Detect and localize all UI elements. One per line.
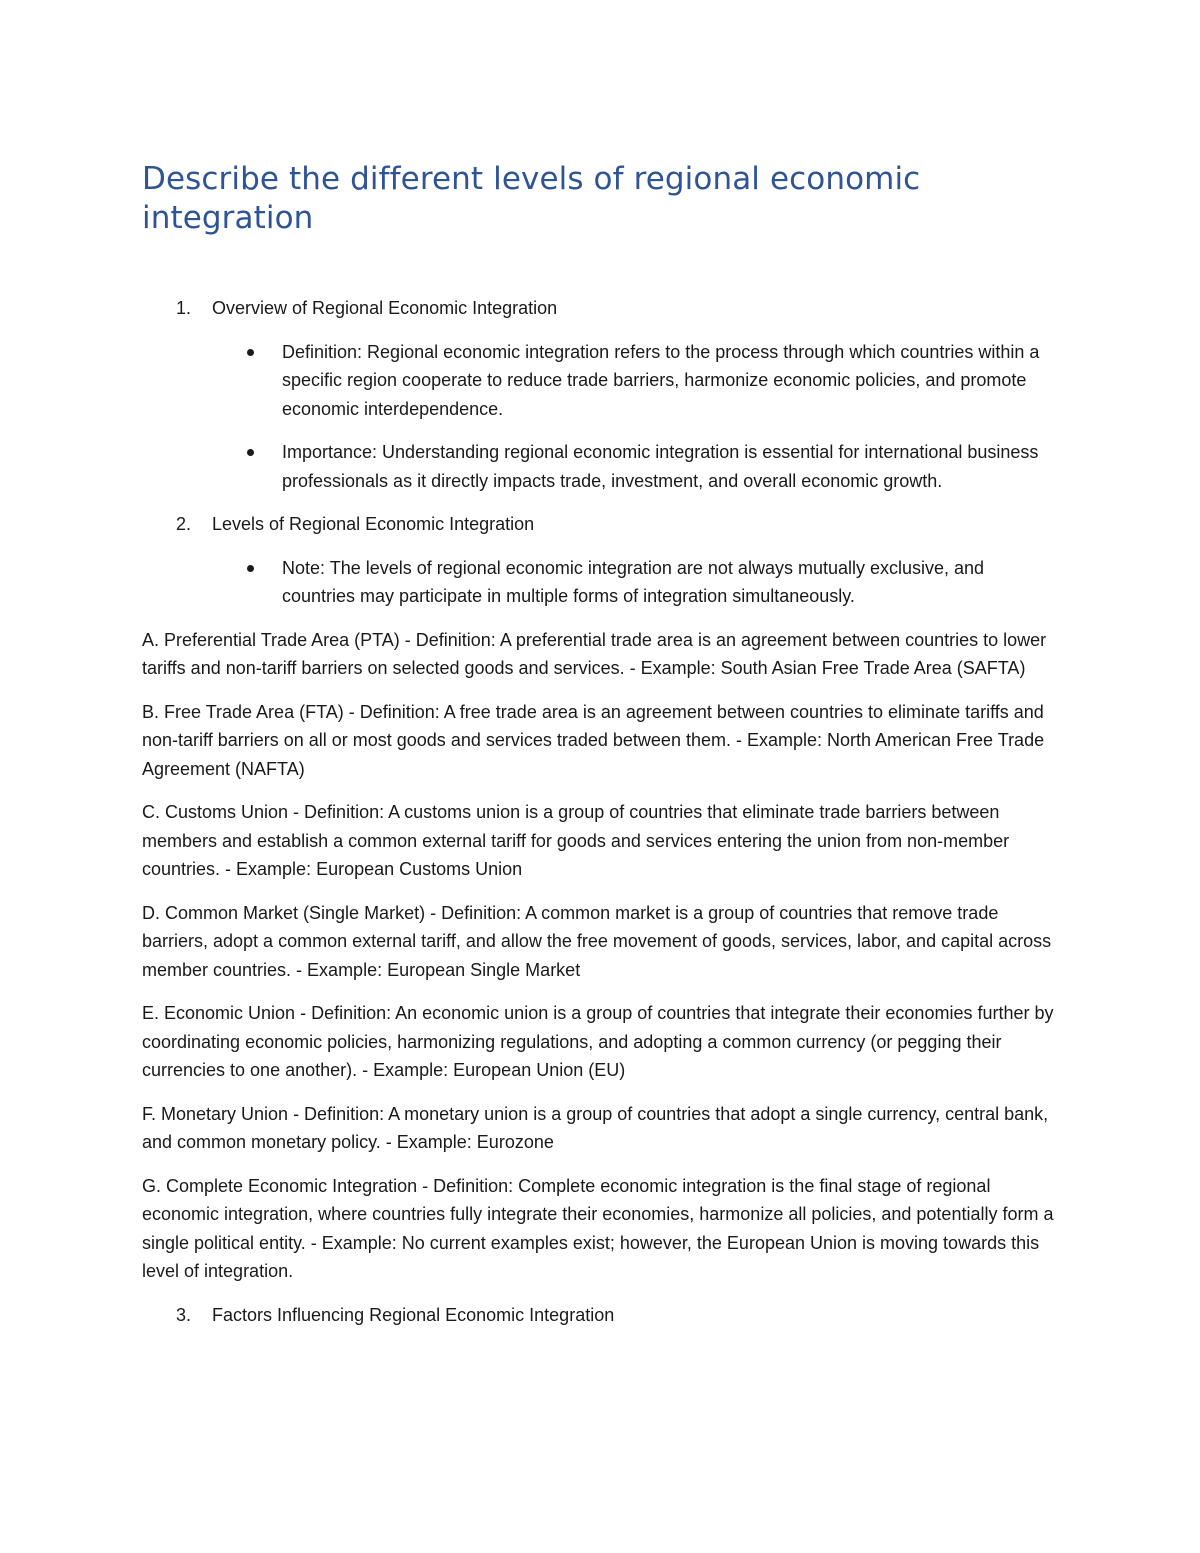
section-heading: Overview of Regional Economic Integration bbox=[212, 298, 558, 318]
document-title: Describe the different levels of regional economic integration bbox=[142, 161, 921, 236]
bullet-item bbox=[142, 438, 1062, 495]
section-2-bullets bbox=[142, 554, 1062, 611]
bullet-dot-icon bbox=[247, 565, 254, 572]
bullet-text: Definition: Regional economic integration refers to the process through which countries within a specific region cooperate to reduce trade barriers, harmonize economic policies, and promote economic interdependence. bbox=[282, 341, 1040, 419]
level-paragraph-d: D. Common Market (Single Market) - Definition: A common market is a group of countries that remove trade barriers, adopt a common external tariff, and allow the free movement of goods, services, labor, and capital across member countries. - Example: European Single Market bbox=[142, 902, 1052, 980]
level-paragraph-c: C. Customs Union - Definition: A customs union is a group of countries that eliminate trade barriers between members and establish a common external tariff for goods and services entering the union from non-member countries. - Example: European Customs Union bbox=[142, 802, 1010, 879]
bullet-dot-icon bbox=[247, 449, 254, 456]
section-3-heading bbox=[142, 1301, 1062, 1330]
bullet-text: Note: The levels of regional economic integration are not always mutually exclusive, and countries may participate in multiple forms of integration simultaneously. bbox=[282, 557, 985, 606]
section-heading: Factors Influencing Regional Economic Integration bbox=[212, 1304, 615, 1325]
section-heading: Levels of Regional Economic Integration bbox=[212, 514, 535, 534]
section-number: 2. bbox=[176, 514, 192, 534]
section-1-heading bbox=[142, 294, 1062, 323]
section-2-heading bbox=[142, 510, 1062, 539]
bullet-dot-icon bbox=[247, 349, 254, 356]
section-number: 3. bbox=[176, 1304, 192, 1325]
section-1-bullets bbox=[142, 338, 1062, 496]
document-body bbox=[142, 294, 1062, 1329]
section-number: 1. bbox=[176, 298, 192, 318]
level-paragraph-e: E. Economic Union - Definition: An economic union is a group of countries that integrate their economies further by coordinating economic policies, harmonizing regulations, and adopting a common currency (or pegging their currencies to one another). - Example: European Union (EU) bbox=[142, 1003, 1054, 1080]
level-paragraph-f: F. Monetary Union - Definition: A monetary union is a group of countries that adopt a single currency, central bank, and common monetary policy. - Example: Eurozone bbox=[142, 1103, 1049, 1152]
level-paragraph-g: G. Complete Economic Integration - Definition: Complete economic integration is the final stage of regional economic integration, where countries fully integrate their economies, harmonize all policies, and potentially form a single political entity. - Example: No current examples exist; however, the European Union is moving towards this level of integration. bbox=[142, 1175, 1054, 1281]
document-page bbox=[142, 160, 1062, 1344]
level-paragraph-b: B. Free Trade Area (FTA) - Definition: A free trade area is an agreement between countries to eliminate tariffs and non-tariff barriers on all or most goods and services traded between them. - Example: North American Free Trade Agreement (NAFTA) bbox=[142, 701, 1045, 779]
bullet-item bbox=[142, 338, 1062, 424]
bullet-text: Importance: Understanding regional economic integration is essential for international business professionals as it directly impacts trade, investment, and overall economic growth. bbox=[282, 442, 1039, 491]
bullet-item bbox=[142, 554, 1062, 611]
level-paragraph-a: A. Preferential Trade Area (PTA) - Definition: A preferential trade area is an agreement between countries to lower tariffs and non-tariff barriers on selected goods and services. - Example: South Asian Free Trade Area (SAFTA) bbox=[142, 629, 1047, 678]
